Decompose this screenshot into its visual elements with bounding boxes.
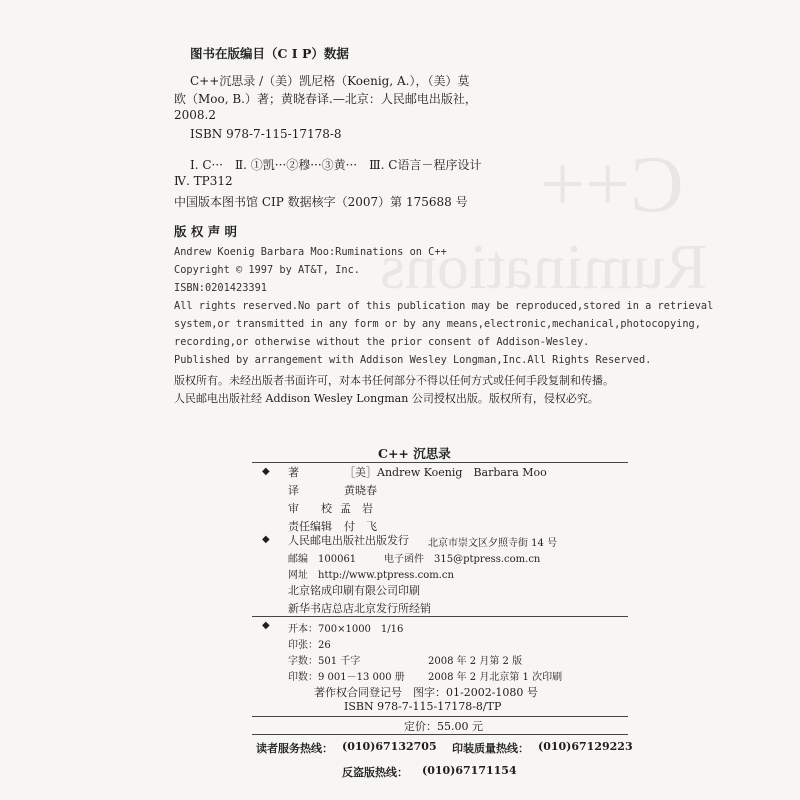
distributor: 新华书店总店北京发行所经销: [288, 602, 431, 615]
colophon-isbn: ISBN 978-7-115-17178-8/TP: [344, 700, 502, 713]
price: 定价：55.00 元: [404, 720, 483, 733]
copyright-heading: 版 权 声 明: [174, 224, 238, 239]
service-hotline: (010)67132705: [342, 740, 437, 753]
editor-label: 责任编辑: [288, 520, 332, 533]
copyright-line-4: All rights reserved.No part of this publication may be reproduced,stored in a retrieval: [174, 300, 714, 312]
cip-line-3: 2008.2: [174, 108, 216, 122]
show-through-text: C++: [540, 141, 684, 229]
copyright-line-5: system,or transmitted in any form or by any means,electronic,mechanical,photocopying,: [174, 318, 701, 330]
quality-hotline-label: 印装质量热线：: [452, 742, 529, 755]
colophon-bottom-rule: [252, 716, 628, 717]
cip-catalog: 中国版本图书馆 CIP 数据核字（2007）第 175688 号: [174, 195, 468, 209]
copyright-cn-2: 人民邮电出版社经 Addison Wesley Longman 公司授权出版。版权所有，侵权必究。: [174, 392, 599, 405]
edition: 2008 年 2 月第 2 版: [428, 656, 523, 667]
print-count: 印数：9 001－13 000 册: [288, 672, 405, 683]
cip-class-2: Ⅳ. TP312: [174, 174, 233, 188]
reviewer-value: 孟 岩: [340, 502, 373, 515]
sheets: 印张：26: [288, 640, 331, 651]
copyright-line-3: ISBN:0201423391: [174, 282, 267, 294]
copyright-line-7: Published by arrangement with Addison Wesley Longman,Inc.All Rights Reserved.: [174, 354, 652, 366]
diamond-icon: ◆: [262, 620, 270, 631]
price-rule: [252, 734, 628, 735]
show-through-text-2: Ruminations: [380, 231, 708, 302]
piracy-hotline-label: 反盗版热线：: [342, 766, 408, 779]
format: 开本：700×1000 1/16: [288, 624, 404, 635]
publisher: 人民邮电出版社出版发行: [288, 534, 409, 547]
cip-line-1: C++沉思录 /（美）凯尼格（Koenig, A.），（美）莫: [190, 74, 470, 88]
diamond-icon: ◆: [262, 466, 270, 477]
postcode: 邮编 100061: [288, 554, 357, 565]
publisher-address: 北京市崇文区夕照寺街 14 号: [428, 538, 558, 549]
copyright-cn-1: 版权所有。未经出版者书面许可，对本书任何部分不得以任何方式或任何手段复制和传播。: [174, 374, 614, 387]
copyright-line-1: Andrew Koenig Barbara Moo:Ruminations on C++: [174, 246, 447, 258]
diamond-icon: ◆: [262, 534, 270, 545]
colophon-top-rule: [252, 462, 628, 463]
colophon-title: C++ 沉思录: [378, 446, 451, 461]
cip-isbn: ISBN 978-7-115-17178-8: [190, 127, 342, 141]
website: 网址 http://www.ptpress.com.cn: [288, 570, 454, 581]
words: 字数：501 千字: [288, 656, 361, 667]
email: 电子函件 315@ptpress.com.cn: [384, 554, 541, 565]
service-hotline-label: 读者服务热线：: [256, 742, 333, 755]
translator-value: 黄晓春: [344, 484, 377, 497]
author-value: ［美］Andrew Koenig Barbara Moo: [344, 466, 547, 479]
colophon-mid-rule: [252, 616, 628, 617]
cip-line-2: 欧（Moo, B.）著；黄晓春译.—北京：人民邮电出版社，: [174, 92, 477, 106]
translator-label: 译: [288, 484, 299, 497]
quality-hotline: (010)67129223: [538, 740, 633, 753]
copyright-line-2: Copyright © 1997 by AT&T, Inc.: [174, 264, 360, 276]
print-date: 2008 年 2 月北京第 1 次印刷: [428, 672, 563, 683]
reviewer-label: 审 校: [288, 502, 332, 515]
cip-heading: 图书在版编目（C I P）数据: [190, 46, 349, 61]
piracy-hotline: (010)67171154: [422, 764, 517, 777]
contract-number: 著作权合同登记号 图字：01-2002-1080 号: [314, 686, 538, 699]
printer: 北京铭成印刷有限公司印刷: [288, 584, 420, 597]
editor-value: 付 飞: [344, 520, 377, 533]
cip-class-1: Ⅰ. C··· Ⅱ. ①凯···②穆···③黄··· Ⅲ. C语言－程序设计: [190, 158, 482, 172]
copyright-line-6: recording,or otherwise without the prior consent of Addison-Wesley.: [174, 336, 590, 348]
author-label: 著: [288, 466, 299, 479]
